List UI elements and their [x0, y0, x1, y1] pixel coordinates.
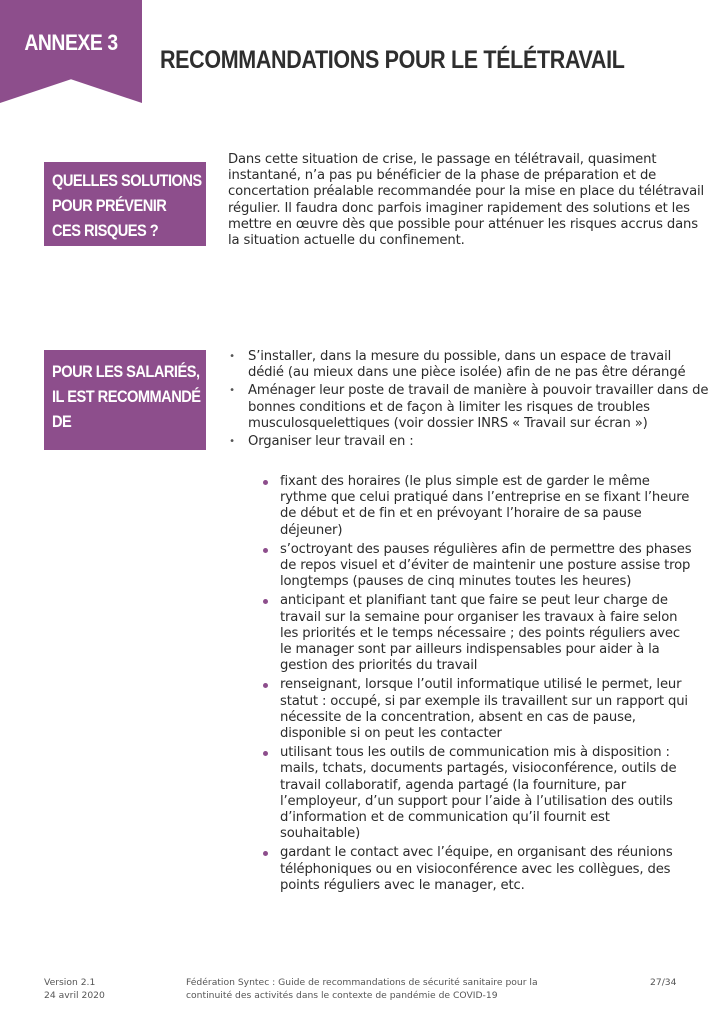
heading-line: QUELLES SOLUTIONS — [52, 171, 202, 190]
intro-paragraph: Dans cette situation de crise, le passage en télétravail, quasiment instantané, n’a pas pu bénéficier de la phase de préparation et de concertation préalable recommandée pour la mise en place du télétravail régulier. Il faudra donc parfois imaginer rapidement des solutions et les mettre en œuvre dès que possible pour atténuer les risques accrus dans la situation actuelle du confinement. — [228, 152, 705, 249]
footer-document-title — [186, 976, 556, 1002]
heading-line: DE — [52, 412, 72, 431]
footer-version: Version 2.1 — [44, 977, 96, 988]
sub-list-item-text: gardant le contact avec l’équipe, en organisant des réunions téléphoniques ou en visioconférence avec les collègues, des points réguliers avec le manager, etc. — [280, 845, 673, 893]
footer-version-block — [44, 976, 105, 1002]
purple-bullet-icon — [263, 683, 268, 688]
list-item-text: Organiser leur travail en : — [248, 434, 414, 450]
list-item-text: Aménager leur poste de travail de manière à pouvoir travailler dans de bonnes conditions et de façon à limiter les risques de troubles musculosquelettiques (voir dossier INRS « Travail sur écran ») — [248, 383, 709, 431]
bullet-icon: • — [229, 436, 235, 448]
sub-list-item — [262, 745, 692, 842]
page-title: RECOMMANDATIONS POUR LE TÉLÉTRAVAIL — [160, 46, 625, 74]
list-item — [228, 434, 710, 450]
bullet-icon: • — [229, 385, 235, 397]
bullet-icon: • — [229, 351, 235, 362]
sub-list-item — [262, 542, 692, 591]
sub-list-item-text: renseignant, lorsque l’outil informatique utilisé le permet, leur statut : occupé, si par exemple ils travaillent sur un rapport qui nécessite de la concentration, absent en cas de pause, disponible si on peut les contacter — [280, 677, 688, 742]
purple-bullet-icon — [263, 751, 268, 756]
sub-list-item — [262, 474, 692, 539]
list-item — [228, 349, 710, 381]
sub-list-item-text: fixant des horaires (le plus simple est de garder le même rythme que celui pratiqué dans l’entreprise en se fixant l’heure de début et de fin et en prévoyant l’horaire de sa pause déjeuner) — [280, 474, 690, 538]
sub-list-item — [262, 845, 692, 894]
sub-list-item — [262, 593, 692, 674]
recommendation-list — [228, 349, 710, 452]
footer-date: 24 avril 2020 — [44, 990, 105, 1001]
page-number: 27/34 — [650, 977, 677, 988]
heading-line: IL EST RECOMMANDÉ — [52, 387, 201, 406]
sub-list-item-text: s’octroyant des pauses régulières afin de permettre des phases de repos visuel et d’éviter de maintenir une posture assise trop longtemps (pauses de cinq minutes toutes les heures) — [280, 541, 692, 590]
sub-list-item-text: utilisant tous les outils de communication mis à disposition : mails, tchats, documents partagés, visioconférence, outils de travail collaboratif, agenda partagé (la fourniture, par l’employeur, d’un support pour l’aide à l’utilisation des outils d’information et de communication qu’il fournit est souhaitable) — [280, 745, 677, 842]
organisation-sublist — [262, 474, 692, 897]
section-heading-employees — [44, 350, 206, 450]
list-item-text: S’installer, dans la mesure du possible, dans un espace de travail dédié (au mieux dans une pièce isolée) afin de ne pas être dérangé — [248, 349, 686, 381]
sub-list-item-text: anticipant et planifiant tant que faire se peut leur charge de travail sur la semaine pour organiser les travaux à faire selon les priorités et le temps nécessaire ; des points réguliers avec le manager sont par ailleurs indispensables pour aider à la gestion des priorités du travail — [280, 593, 680, 674]
footer-doc-line-2: continuité des activités dans le contexte de pandémie de COVID-19 — [186, 990, 498, 1001]
purple-bullet-icon — [263, 851, 268, 856]
heading-line: POUR PRÉVENIR — [52, 196, 167, 215]
annex-label: ANNEXE 3 — [24, 30, 118, 55]
purple-bullet-icon — [263, 480, 268, 485]
heading-line: CES RISQUES ? — [52, 221, 159, 240]
sub-list-item — [262, 677, 692, 742]
list-item — [228, 383, 710, 432]
purple-bullet-icon — [263, 599, 268, 604]
section-heading-solutions — [44, 162, 206, 246]
heading-line: POUR LES SALARIÉS, — [52, 362, 200, 381]
purple-bullet-icon — [263, 548, 268, 553]
footer-doc-line-1: Fédération Syntec : Guide de recommandations de sécurité sanitaire pour la — [186, 977, 538, 988]
